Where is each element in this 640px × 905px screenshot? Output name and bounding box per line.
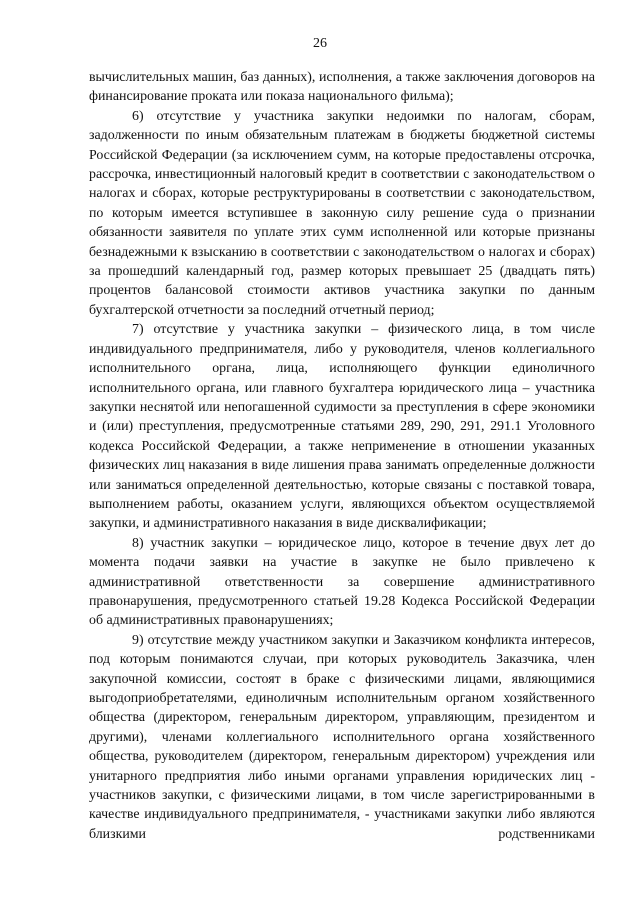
body-text xyxy=(89,68,595,844)
paragraph-item-6: 6) отсутствие у участника закупки недоимки по налогам, сборам, задолженности по иным обязательным платежам в бюджеты бюджетной системы Российской Федерации (за исключением сумм, на которые предоставлены отсрочка, рассрочка, инвестиционный налоговый кредит в соответствии с законодательством о налогах и сборах, которые реструктурированы в соответствии с законодательством, по которым имеется вступившее в законную силу решение суда о признании обязанности заявителя по уплате этих сумм исполненной или которые признаны безнадежными к взысканию в соответствии с законодательством о налогах и сборах) за прошедший календарный год, размер которых превышает 25 (двадцать пять) процентов балансовой стоимости активов участника закупки по данным бухгалтерской отчетности за последний отчетный период; xyxy=(89,108,595,318)
paragraph-continuation: вычислительных машин, баз данных), исполнения, а также заключения договоров на финансирование проката или показа национального фильма); xyxy=(89,70,595,105)
paragraph-item-9: 9) отсутствие между участником закупки и Заказчиком конфликта интересов, под которым понимаются случаи, при которых руководитель Заказчика, член закупочной комиссии, состоят в браке с физическими лицами, являющимися выгодоприобретателями, единоличным исполнительным органом хозяйственного общества (директором, генеральным директором, управляющим, президентом и другими), членами коллегиального исполнительного органа хозяйственного общества, руководителем (директором, генеральным директором) учреждения или унитарного предприятия либо иными органами управления юридических лиц - участников закупки, с физическими лицами, в том числе зарегистрированными в качестве индивидуального предпринимателя, - участниками закупки либо являются близкими родственниками xyxy=(89,632,595,842)
paragraph-item-7: 7) отсутствие у участника закупки – физического лица, в том числе индивидуального предпринимателя, либо у руководителя, членов коллегиального исполнительного органа, лица, исполняющего функции единоличного исполнительного органа, или главного бухгалтера юридического лица – участника закупки неснятой или непогашенной судимости за преступления в сфере экономики и (или) преступления, предусмотренные статьями 289, 290, 291, 291.1 Уголовного кодекса Российской Федерации, а также неприменение в отношении указанных физических лиц наказания в виде лишения права занимать определенные должности или заниматься определенной деятельностью, которые связаны с поставкой товара, выполнением работы, оказанием услуги, являющихся объектом осуществляемой закупки, и административного наказания в виде дисквалификации; xyxy=(89,322,595,532)
paragraph-item-8: 8) участник закупки – юридическое лицо, которое в течение двух лет до момента подачи заявки на участие в закупке не было привлечено к административной ответственности за совершение административного правонарушения, предусмотренного статьей 19.28 Кодекса Российской Федерации об административных правонарушениях; xyxy=(89,535,595,629)
page-number: 26 xyxy=(313,36,327,51)
